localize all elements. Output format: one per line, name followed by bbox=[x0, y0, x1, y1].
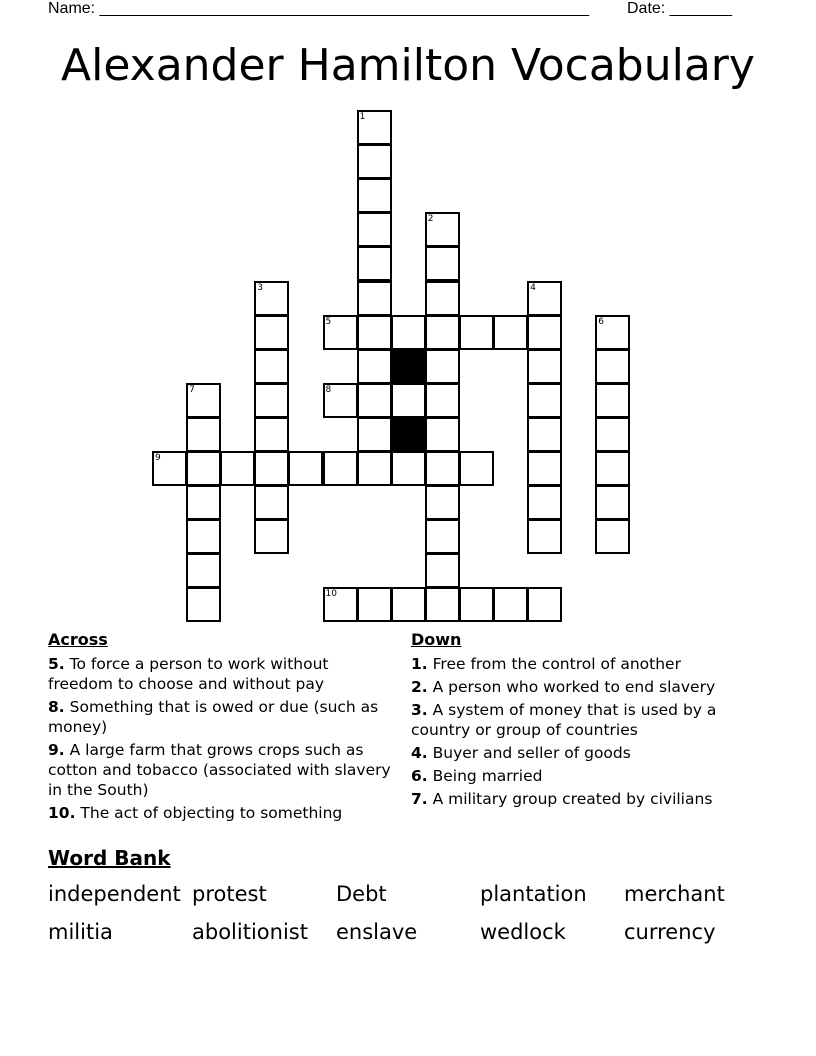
across-heading: Across bbox=[48, 630, 108, 649]
grid-cell[interactable] bbox=[595, 519, 630, 554]
grid-cell[interactable] bbox=[323, 451, 358, 486]
down-heading: Down bbox=[411, 630, 462, 649]
grid-cell[interactable] bbox=[220, 451, 255, 486]
clue-number: 5. bbox=[48, 655, 65, 673]
grid-cell[interactable] bbox=[391, 587, 426, 622]
grid-cell[interactable] bbox=[254, 315, 289, 350]
grid-cell[interactable] bbox=[527, 349, 562, 384]
grid-cell[interactable] bbox=[186, 383, 221, 418]
grid-cell[interactable] bbox=[425, 349, 460, 384]
date-label: Date: bbox=[627, 0, 666, 17]
grid-cell[interactable] bbox=[425, 281, 460, 316]
grid-cell[interactable] bbox=[357, 315, 392, 350]
grid-cell[interactable] bbox=[527, 485, 562, 520]
across-clue bbox=[48, 697, 398, 737]
grid-cell[interactable] bbox=[254, 485, 289, 520]
down-clues bbox=[411, 628, 761, 812]
clue-number: 6. bbox=[411, 767, 428, 785]
clue-number-label: 3 bbox=[257, 282, 264, 293]
grid-cell[interactable] bbox=[425, 212, 460, 247]
word-bank-item: currency bbox=[624, 920, 716, 944]
grid-cell[interactable] bbox=[595, 349, 630, 384]
grid-cell[interactable] bbox=[527, 281, 562, 316]
grid-cell[interactable] bbox=[391, 451, 426, 486]
grid-cell[interactable] bbox=[254, 417, 289, 452]
grid-cell[interactable] bbox=[186, 485, 221, 520]
grid-cell[interactable] bbox=[595, 383, 630, 418]
down-clue bbox=[411, 789, 761, 809]
grid-cell[interactable] bbox=[595, 485, 630, 520]
clue-text: Free from the control of another bbox=[432, 655, 681, 673]
grid-cell[interactable] bbox=[391, 315, 426, 350]
grid-cell[interactable] bbox=[459, 451, 494, 486]
grid-cell[interactable] bbox=[357, 144, 392, 179]
grid-cell[interactable] bbox=[323, 315, 358, 350]
clue-text: A person who worked to end slavery bbox=[432, 678, 716, 696]
clue-text: To force a person to work without freedom to choose and without pay bbox=[48, 655, 329, 693]
grid-cell[interactable] bbox=[254, 349, 289, 384]
word-bank bbox=[48, 880, 768, 946]
grid-cell[interactable] bbox=[391, 383, 426, 418]
date-blank[interactable]: _______ bbox=[669, 0, 732, 17]
word-bank-item: enslave bbox=[336, 920, 418, 944]
grid-cell[interactable] bbox=[425, 246, 460, 281]
down-clue bbox=[411, 743, 761, 763]
down-clue bbox=[411, 766, 761, 786]
down-clue bbox=[411, 654, 761, 674]
grid-cell[interactable] bbox=[459, 587, 494, 622]
grid-cell[interactable] bbox=[595, 417, 630, 452]
clue-number-label: 8 bbox=[325, 384, 332, 395]
black-square bbox=[391, 349, 426, 384]
clue-number-label: 5 bbox=[325, 316, 332, 327]
word-bank-item: abolitionist bbox=[192, 920, 308, 944]
name-line[interactable] bbox=[48, 0, 589, 18]
word-bank-title: Word Bank bbox=[48, 846, 171, 870]
grid-cell[interactable] bbox=[357, 110, 392, 145]
clue-number: 8. bbox=[48, 698, 65, 716]
grid-cell[interactable] bbox=[357, 417, 392, 452]
clue-text: A military group created by civilians bbox=[432, 790, 713, 808]
grid-cell[interactable] bbox=[152, 451, 187, 486]
grid-cell[interactable] bbox=[527, 315, 562, 350]
grid-cell[interactable] bbox=[357, 246, 392, 281]
grid-cell[interactable] bbox=[425, 553, 460, 588]
word-bank-item: wedlock bbox=[480, 920, 566, 944]
grid-cell[interactable] bbox=[357, 212, 392, 247]
grid-cell[interactable] bbox=[527, 519, 562, 554]
grid-cell[interactable] bbox=[186, 519, 221, 554]
clue-text: Being married bbox=[432, 767, 543, 785]
down-clue bbox=[411, 677, 761, 697]
grid-cell[interactable] bbox=[493, 587, 528, 622]
across-clue bbox=[48, 654, 398, 694]
grid-cell[interactable] bbox=[254, 519, 289, 554]
clue-number: 4. bbox=[411, 744, 428, 762]
grid-cell[interactable] bbox=[425, 383, 460, 418]
grid-cell[interactable] bbox=[254, 281, 289, 316]
clue-number: 9. bbox=[48, 741, 65, 759]
clue-text: Something that is owed or due (such as money) bbox=[48, 698, 379, 736]
clue-number-label: 4 bbox=[530, 282, 536, 293]
grid-cell[interactable] bbox=[527, 417, 562, 452]
grid-cell[interactable] bbox=[425, 451, 460, 486]
down-clue bbox=[411, 700, 761, 740]
grid-cell[interactable] bbox=[254, 451, 289, 486]
grid-cell[interactable] bbox=[186, 553, 221, 588]
clue-text: Buyer and seller of goods bbox=[432, 744, 631, 762]
grid-cell[interactable] bbox=[186, 451, 221, 486]
word-bank-item: Debt bbox=[336, 882, 387, 906]
grid-cell[interactable] bbox=[425, 587, 460, 622]
clue-text: A large farm that grows crops such as cotton and tobacco (associated with slavery in the South) bbox=[48, 741, 391, 799]
grid-cell[interactable] bbox=[425, 519, 460, 554]
grid-cell[interactable] bbox=[527, 451, 562, 486]
grid-cell[interactable] bbox=[527, 383, 562, 418]
grid-cell[interactable] bbox=[595, 315, 630, 350]
grid-cell[interactable] bbox=[357, 451, 392, 486]
clue-number: 1. bbox=[411, 655, 428, 673]
across-clue bbox=[48, 803, 398, 823]
grid-cell[interactable] bbox=[288, 451, 323, 486]
clue-text: The act of objecting to something bbox=[80, 804, 343, 822]
clue-number-label: 7 bbox=[189, 384, 195, 395]
black-square bbox=[391, 417, 426, 452]
grid-cell[interactable] bbox=[357, 178, 392, 213]
grid-cell[interactable] bbox=[323, 383, 358, 418]
word-bank-item: plantation bbox=[480, 882, 587, 906]
page-title: Alexander Hamilton Vocabulary bbox=[61, 40, 755, 91]
clue-number-label: 6 bbox=[598, 316, 605, 327]
clue-number: 10. bbox=[48, 804, 76, 822]
word-bank-item: independent bbox=[48, 882, 181, 906]
grid-cell[interactable] bbox=[595, 451, 630, 486]
clue-number: 7. bbox=[411, 790, 428, 808]
clue-number-label: 10 bbox=[325, 589, 337, 600]
word-bank-item: protest bbox=[192, 882, 267, 906]
grid-cell[interactable] bbox=[357, 587, 392, 622]
grid-cell[interactable] bbox=[425, 485, 460, 520]
grid-cell[interactable] bbox=[425, 417, 460, 452]
grid-cell[interactable] bbox=[357, 383, 392, 418]
grid-cell[interactable] bbox=[186, 587, 221, 622]
grid-cell[interactable] bbox=[425, 315, 460, 350]
clue-text: A system of money that is used by a country or group of countries bbox=[411, 701, 717, 739]
grid-cell[interactable] bbox=[493, 315, 528, 350]
grid-cell[interactable] bbox=[357, 349, 392, 384]
name-blank[interactable]: _______________________________________________________ bbox=[99, 0, 589, 17]
word-bank-item: merchant bbox=[624, 882, 725, 906]
header bbox=[48, 0, 748, 18]
clue-number-label: 9 bbox=[155, 453, 161, 463]
clue-number-label: 1 bbox=[359, 112, 366, 122]
name-label: Name: bbox=[48, 0, 96, 17]
grid-cell[interactable] bbox=[459, 315, 494, 350]
grid-cell[interactable] bbox=[323, 587, 358, 622]
grid-cell[interactable] bbox=[186, 417, 221, 452]
clue-number: 3. bbox=[411, 701, 428, 719]
across-clue bbox=[48, 740, 398, 800]
date-line[interactable] bbox=[627, 0, 732, 18]
across-clues bbox=[48, 628, 398, 826]
clue-number-label: 2 bbox=[427, 214, 434, 225]
clue-number: 2. bbox=[411, 678, 428, 696]
grid-cell[interactable] bbox=[527, 587, 562, 622]
grid-cell[interactable] bbox=[254, 383, 289, 418]
word-bank-item: militia bbox=[48, 920, 113, 944]
grid-cell[interactable] bbox=[357, 281, 392, 316]
